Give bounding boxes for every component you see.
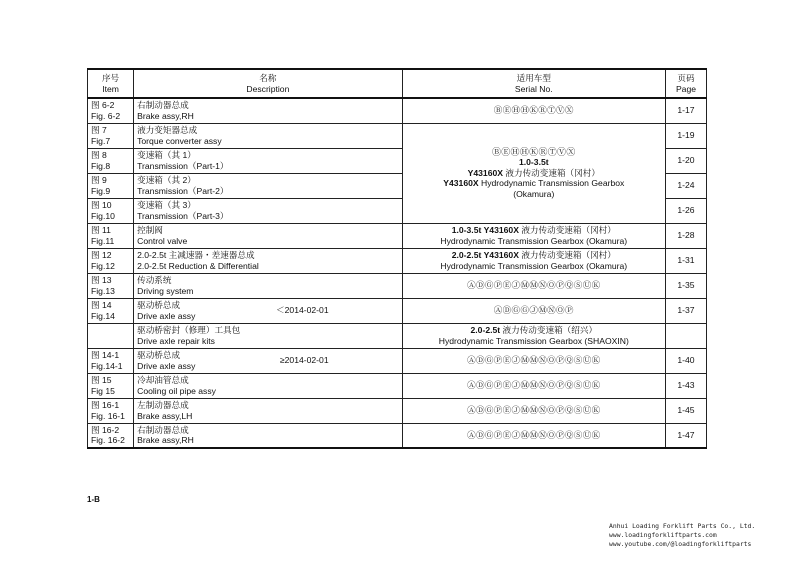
description-cell: 左制动器总成 Brake assy,LH (134, 398, 403, 423)
item-cell: 图 8 Fig.8 (88, 148, 134, 173)
youtube-link[interactable]: www.youtube.com/@loadingforkliftparts (609, 540, 752, 548)
table-row (88, 323, 707, 348)
item-cell: 图 13 Fig.13 (88, 273, 134, 298)
serial-cell: ⒶⒹⒼⓅⒺⒿⓂⓂⓃⓄⓅⓆⓈⓊⓀ (402, 423, 665, 448)
merged-serial-cell: ⒷⒺⒽⒽⓀⓇⓉⓋⓍ 1.0-3.5t Y43160X 液力传动变速箱（冈村） Y43160X Hydrodynamic Transmission Gearbox (Okamura) (402, 123, 665, 223)
item-cell: 图 14 Fig.14 (88, 298, 134, 323)
date-note: ≥2014-02-01 (279, 355, 329, 366)
serial-cell: ⒶⒹⒼⓅⒺⒿⓂⓂⓃⓄⓅⓆⓈⓊⓀ (402, 273, 665, 298)
description-cell: 冷却油管总成 Cooling oil pipe assy (134, 373, 403, 398)
header-item: 序号 Item (88, 69, 134, 98)
description-cell: 驱动桥密封（修理）工具包 Drive axle repair kits (134, 323, 403, 348)
description-cell: 传动系统 Driving system (134, 273, 403, 298)
page-cell: 1-47 (665, 423, 706, 448)
table-row (88, 123, 707, 148)
description-cell: 控制阀 Control valve (134, 223, 403, 248)
table-row (88, 373, 707, 398)
item-cell: 图 15 Fig 15 (88, 373, 134, 398)
description-cell: 变速箱（其 2） Transmission（Part-2） (134, 173, 403, 198)
item-cell: 图 12 Fig.12 (88, 248, 134, 273)
page-cell: 1-24 (665, 173, 706, 198)
item-cell: 图 9 Fig.9 (88, 173, 134, 198)
description-cell: 液力变矩器总成 Torque converter assy (134, 123, 403, 148)
table-row (88, 248, 707, 273)
table-row (88, 98, 707, 123)
table-row (88, 348, 707, 373)
description-cell: 变速箱（其 3） Transmission（Part-3） (134, 198, 403, 223)
item-cell: 图 16-1 Fig. 16-1 (88, 398, 134, 423)
serial-cell: ⒶⒹⒼⓅⒺⒿⓂⓂⓃⓄⓅⓆⓈⓊⓀ (402, 373, 665, 398)
item-cell: 图 6-2 Fig. 6-2 (88, 98, 134, 123)
date-note: ＜2014-02-01 (276, 305, 329, 316)
description-cell: 变速箱（其 1） Transmission（Part-1） (134, 148, 403, 173)
item-cell: 图 7 Fig.7 (88, 123, 134, 148)
page-cell: 1-40 (665, 348, 706, 373)
description-cell: 右制动器总成 Brake assy,RH (134, 423, 403, 448)
page-cell: 1-45 (665, 398, 706, 423)
page-cell: 1-26 (665, 198, 706, 223)
serial-cell: ⒶⒹⒼⓅⒺⒿⓂⓂⓃⓄⓅⓆⓈⓊⓀ (402, 348, 665, 373)
serial-cell: ⒶⒹⒼⒼⒿⓂⓃⓄⓅ (402, 298, 665, 323)
page-cell: 1-37 (665, 298, 706, 323)
description-cell: 驱动桥总成 Drive axle assy ＜2014-02-01 (134, 298, 403, 323)
serial-cell: ⒶⒹⒼⓅⒺⒿⓂⓂⓃⓄⓅⓆⓈⓊⓀ (402, 398, 665, 423)
description-cell: 驱动桥总成 Drive axle assy ≥2014-02-01 (134, 348, 403, 373)
serial-cell: ⒷⒺⒽⒽⓀⓇⓉⓋⓍ (402, 98, 665, 123)
item-cell (88, 323, 134, 348)
item-cell: 图 14-1 Fig.14-1 (88, 348, 134, 373)
table-row (88, 398, 707, 423)
parts-index-table (87, 68, 707, 449)
description-cell: 右制动器总成 Brake assy,RH (134, 98, 403, 123)
page-cell: 1-28 (665, 223, 706, 248)
header-serial: 适用车型 Serial No. (402, 69, 665, 98)
page-cell (665, 323, 706, 348)
page-cell: 1-31 (665, 248, 706, 273)
serial-cell: 2.0-2.5t Y43160X 液力传动变速箱（冈村） Hydrodynamic Transmission Gearbox (Okamura) (402, 248, 665, 273)
item-cell: 图 16-2 Fig. 16-2 (88, 423, 134, 448)
company-name: Anhui Loading Forklift Parts Co., Ltd. (609, 522, 756, 530)
table-row (88, 223, 707, 248)
table-row (88, 423, 707, 448)
page-cell: 1-19 (665, 123, 706, 148)
serial-cell: 1.0-3.5t Y43160X 液力传动变速箱（冈村） Hydrodynamic Transmission Gearbox (Okamura) (402, 223, 665, 248)
header-description: 名称 Description (134, 69, 403, 98)
item-cell: 图 10 Fig.10 (88, 198, 134, 223)
page-number: 1-B (87, 495, 100, 504)
footer-contact (609, 522, 755, 549)
website-link[interactable]: www.loadingforkliftparts.com (609, 531, 717, 539)
page-cell: 1-20 (665, 148, 706, 173)
description-cell: 2.0-2.5t 主减速器・差速器总成 2.0-2.5t Reduction & Differential (134, 248, 403, 273)
item-cell: 图 11 Fig.11 (88, 223, 134, 248)
header-page: 页码 Page (665, 69, 706, 98)
page-cell: 1-43 (665, 373, 706, 398)
page-cell: 1-35 (665, 273, 706, 298)
page-cell: 1-17 (665, 98, 706, 123)
table-header-row (88, 69, 707, 98)
table-row (88, 298, 707, 323)
serial-cell: 2.0-2.5t 液力传动变速箱（绍兴） Hydrodynamic Transmission Gearbox (SHAOXIN) (402, 323, 665, 348)
table-row (88, 273, 707, 298)
